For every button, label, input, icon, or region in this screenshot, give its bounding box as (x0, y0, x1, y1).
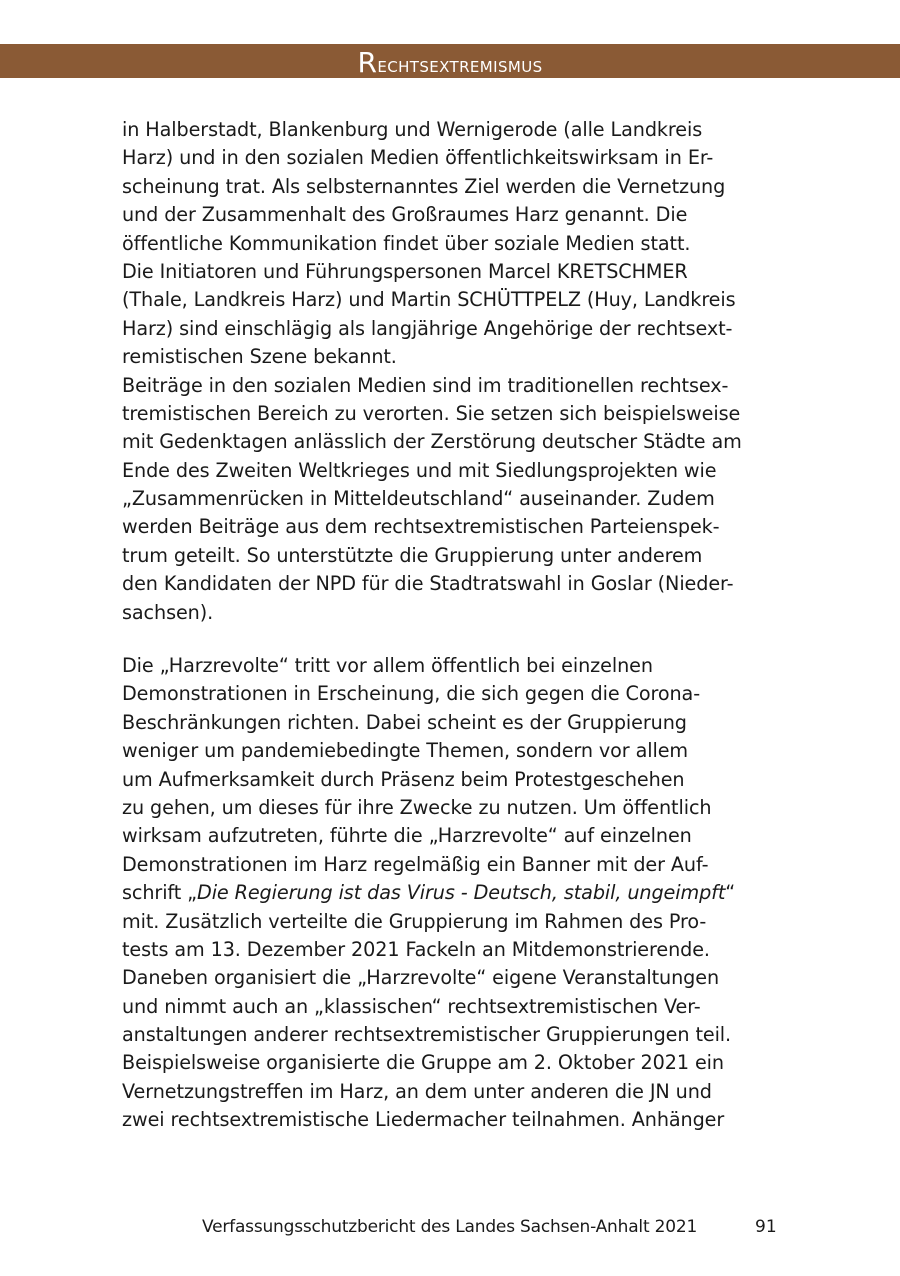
text-line: trum geteilt. So unterstützte die Gruppierung unter anderem (122, 543, 703, 567)
text-line: Harz) sind einschlägig als langjährige Angehörige der rechtsext- (122, 316, 733, 340)
text-line: zu gehen, um dieses für ihre Zwecke zu nutzen. Um öffentlich (122, 795, 712, 819)
text-line: (Thale, Landkreis Harz) und Martin SCHÜTTPELZ (Huy, Landkreis (122, 288, 736, 312)
section-title-rest: echtsextremismus (377, 53, 543, 78)
text-line: Vernetzungstreffen im Harz, an dem unter anderen die JN und (122, 1079, 712, 1103)
text-line: sachsen). (122, 600, 214, 624)
text-line: den Kandidaten der NPD für die Stadtratswahl in Goslar (Nieder- (122, 572, 734, 596)
page-footer (0, 1212, 900, 1242)
page-number: 91 (755, 1217, 777, 1237)
text-line: Daneben organisiert die „Harzrevolte“ eigene Veranstaltungen (122, 966, 720, 990)
section-title-initial: R (357, 46, 378, 79)
text-line: tests am 13. Dezember 2021 Fackeln an Mitdemonstrierende. (122, 937, 710, 961)
text-line: und nimmt auch an „klassischen“ rechtsextremistischen Ver- (122, 994, 701, 1018)
section-header-bar (0, 44, 900, 78)
publication-title: Verfassungsschutzbericht des Landes Sachsen-Anhalt 2021 (202, 1217, 698, 1237)
text-line: Die „Harzrevolte“ tritt vor allem öffentlich bei einzelnen (122, 654, 653, 677)
text-line: weniger um pandemiebedingte Themen, sondern vor allem (122, 739, 689, 763)
banner-quote-line (122, 879, 802, 907)
paragraph-group-2 (122, 652, 802, 1135)
text-line: Ende des Zweiten Weltkrieges und mit Siedlungsprojekten wie (122, 458, 717, 482)
text-line: öffentliche Kommunikation findet über soziale Medien statt. (122, 231, 691, 255)
text-line: wirksam aufzutreten, führte die „Harzrevolte“ auf einzelnen (122, 824, 692, 848)
text-line: Beiträge in den sozialen Medien sind im traditionellen rechtsex- (122, 373, 729, 397)
text-line: Beschränkungen richten. Dabei scheint es der Gruppierung (122, 710, 687, 734)
text-line: scheinung trat. Als selbsternanntes Ziel werden die Vernetzung (122, 174, 726, 198)
text-line: Beispielsweise organisierte die Gruppe am 2. Oktober 2021 ein (122, 1051, 724, 1075)
text-line: Demonstrationen im Harz regelmäßig ein Banner mit der Auf- (122, 852, 709, 876)
text-line: tremistischen Bereich zu verorten. Sie setzen sich beispielsweise (122, 401, 741, 425)
section-title (0, 44, 900, 78)
text-line: und der Zusammenhalt des Großraumes Harz genannt. Die (122, 203, 688, 227)
text-line: Die Initiatoren und Führungspersonen Marcel KRETSCHMER (122, 259, 688, 283)
text-line: Harz) und in den sozialen Medien öffentlichkeitswirksam in Er- (122, 146, 714, 170)
text-line: anstaltungen anderer rechtsextremistischer Gruppierungen teil. (122, 1023, 732, 1047)
text-line: Demonstrationen in Erscheinung, die sich gegen die Corona- (122, 682, 701, 706)
banner-quote-italic: Die Regierung ist das Virus - Deutsch, stabil, ungeimpft (197, 881, 726, 905)
text-line: werden Beiträge aus dem rechtsextremistischen Parteienspek- (122, 515, 720, 539)
banner-quote-suffix: “ (725, 881, 736, 905)
text-line: um Aufmerksamkeit durch Präsenz beim Protestgeschehen (122, 767, 685, 791)
paragraph-group-1 (122, 116, 802, 627)
text-line: mit Gedenktagen anlässlich der Zerstörung deutscher Städte am (122, 430, 742, 454)
text-line: in Halberstadt, Blankenburg und Wernigerode (alle Landkreis (122, 118, 703, 141)
text-line: mit. Zusätzlich verteilte die Gruppierung im Rahmen des Pro- (122, 909, 707, 933)
text-line: zwei rechtsextremistische Liedermacher teilnahmen. Anhänger (122, 1108, 725, 1132)
text-line: „Zusammenrücken in Mitteldeutschland“ auseinander. Zudem (122, 487, 715, 511)
banner-quote-prefix: schrift „ (122, 881, 198, 905)
text-line: remistischen Szene bekannt. (122, 345, 397, 369)
